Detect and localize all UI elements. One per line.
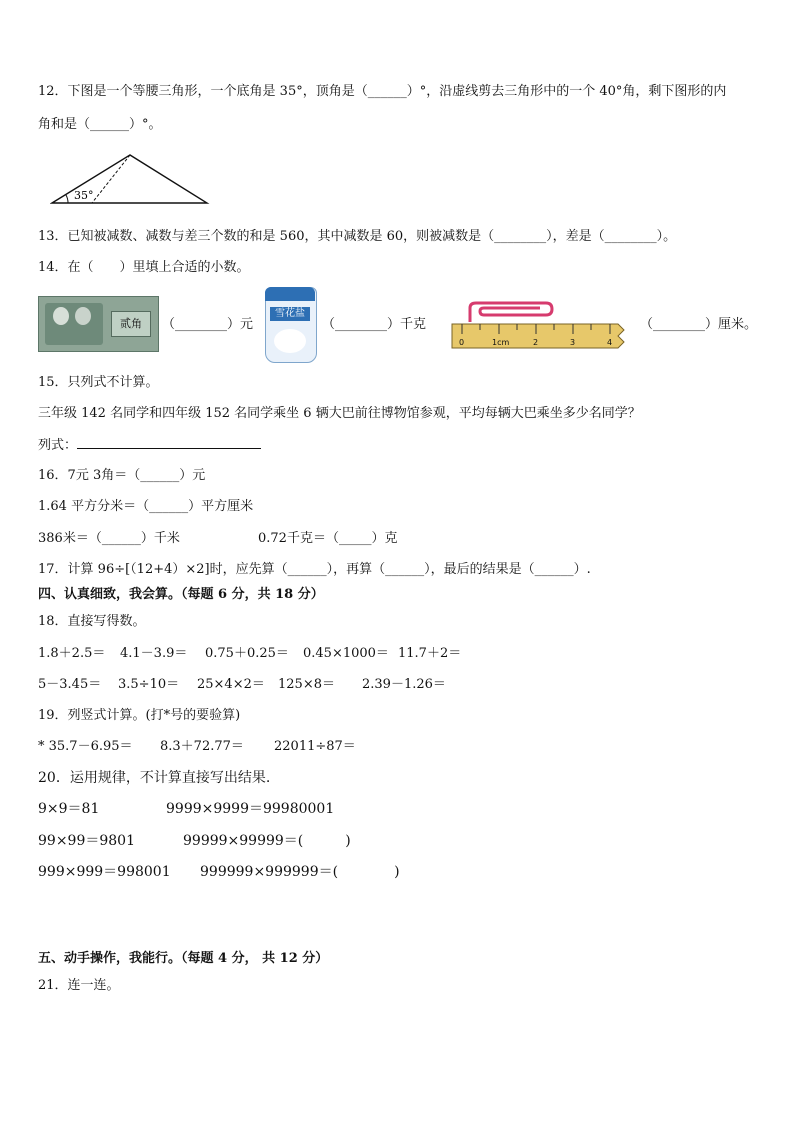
q20-title: 20．运用规律，不计算直接写出结果. — [38, 770, 271, 786]
q20-right-1: 9999×9999＝99980001 — [166, 801, 335, 817]
q20-right-2: 99999×99999＝( ) — [183, 833, 351, 849]
q19-item-3: 22011÷87＝ — [274, 739, 356, 754]
q18-r1-c4: 0.45×1000＝ — [303, 646, 389, 661]
ruler-label-3: 3 — [570, 338, 576, 347]
blank-yuan: （________）元 — [162, 317, 254, 332]
angle-label: 35° — [74, 189, 94, 202]
q20-left-2: 99×99＝9801 — [38, 833, 135, 849]
paperclip-ruler-image — [450, 300, 630, 352]
ruler-label-2: 2 — [533, 338, 539, 347]
salt-label: 雪花盐 — [270, 307, 310, 321]
q15-label: 列式： — [38, 438, 78, 453]
salt-bag-image — [262, 285, 318, 363]
q18-r2-c5: 2.39－1.26＝ — [362, 677, 446, 692]
q18-r2-c3: 25×4×2＝ — [197, 677, 265, 692]
q19-item-1: * 35.7－6.95＝ — [38, 739, 133, 754]
q18-r1-c2: 4.1－3.9＝ — [120, 646, 188, 661]
q18-r1-c1: 1.8＋2.5＝ — [38, 646, 106, 661]
q13-text: 13．已知被减数、减数与差三个数的和是 560，其中减数是 60，则被减数是（________），差是（________）。 — [38, 229, 677, 244]
q16-b: 1.64 平方分米＝（______）平方厘米 — [38, 499, 254, 514]
q18-r2-c2: 3.5÷10＝ — [118, 677, 180, 692]
q12-line1: 12．下图是一个等腰三角形，一个底角是 35°，顶角是（______）°，沿虚线剪去三角形中的一个 40°角，剩下图形的内 — [38, 84, 727, 99]
ruler-label-4: 4 — [607, 338, 613, 347]
q15-answer-line — [38, 436, 261, 455]
banknote-image — [38, 296, 159, 352]
q20-left-3: 999×999＝998001 — [38, 864, 171, 880]
q15-title: 15．只列式不计算。 — [38, 375, 159, 390]
q18-r1-c5: 11.7＋2＝ — [398, 646, 462, 661]
q17-text: 17．计算 96÷[（12+4）×2]时，应先算（______），再算（______），最后的结果是（______）. — [38, 562, 591, 577]
paperclip — [470, 303, 552, 322]
q12-line2: 角和是（______）°。 — [38, 117, 162, 132]
ruler-label-0: 0 — [459, 338, 465, 347]
section5-heading: 五、动手操作，我能行。（每题 4 分， 共 12 分） — [38, 951, 329, 966]
blank-kg: （________）千克 — [322, 317, 427, 332]
dashed-cut-line — [92, 155, 130, 203]
q18-title: 18．直接写得数。 — [38, 614, 146, 629]
q15-text: 三年级 142 名同学和四年级 152 名同学乘坐 6 辆大巴前往博物馆参观，平均每辆大巴乘坐多少名同学？ — [38, 406, 641, 421]
q19-title: 19．列竖式计算。(打*号的要验算) — [38, 708, 241, 723]
q16-c: 386米＝（______）千米 — [38, 531, 180, 546]
ruler-label-1: 1cm — [492, 338, 510, 347]
q19-item-2: 8.3＋72.77＝ — [160, 739, 244, 754]
banknote-label: 贰角 — [111, 311, 151, 337]
q21-title: 21．连一连。 — [38, 978, 120, 993]
section4-heading: 四、认真细致，我会算。（每题 6 分，共 18 分） — [38, 587, 324, 602]
q18-r2-c4: 125×8＝ — [278, 677, 335, 692]
q16-a: 16．7元 3角＝（______）元 — [38, 468, 206, 483]
q14-title: 14．在（ ）里填上合适的小数。 — [38, 260, 250, 275]
q20-left-1: 9×9＝81 — [38, 801, 100, 817]
q16-d: 0.72千克＝（_____）克 — [258, 531, 398, 546]
q18-r2-c1: 5－3.45＝ — [38, 677, 102, 692]
triangle-figure — [50, 152, 212, 208]
blank-cm: （________）厘米。 — [640, 317, 758, 332]
angle-arc — [66, 195, 68, 203]
q18-r1-c3: 0.75＋0.25＝ — [205, 646, 289, 661]
q15-blank[interactable] — [77, 436, 261, 449]
q20-right-3: 999999×999999＝( ) — [200, 864, 400, 880]
